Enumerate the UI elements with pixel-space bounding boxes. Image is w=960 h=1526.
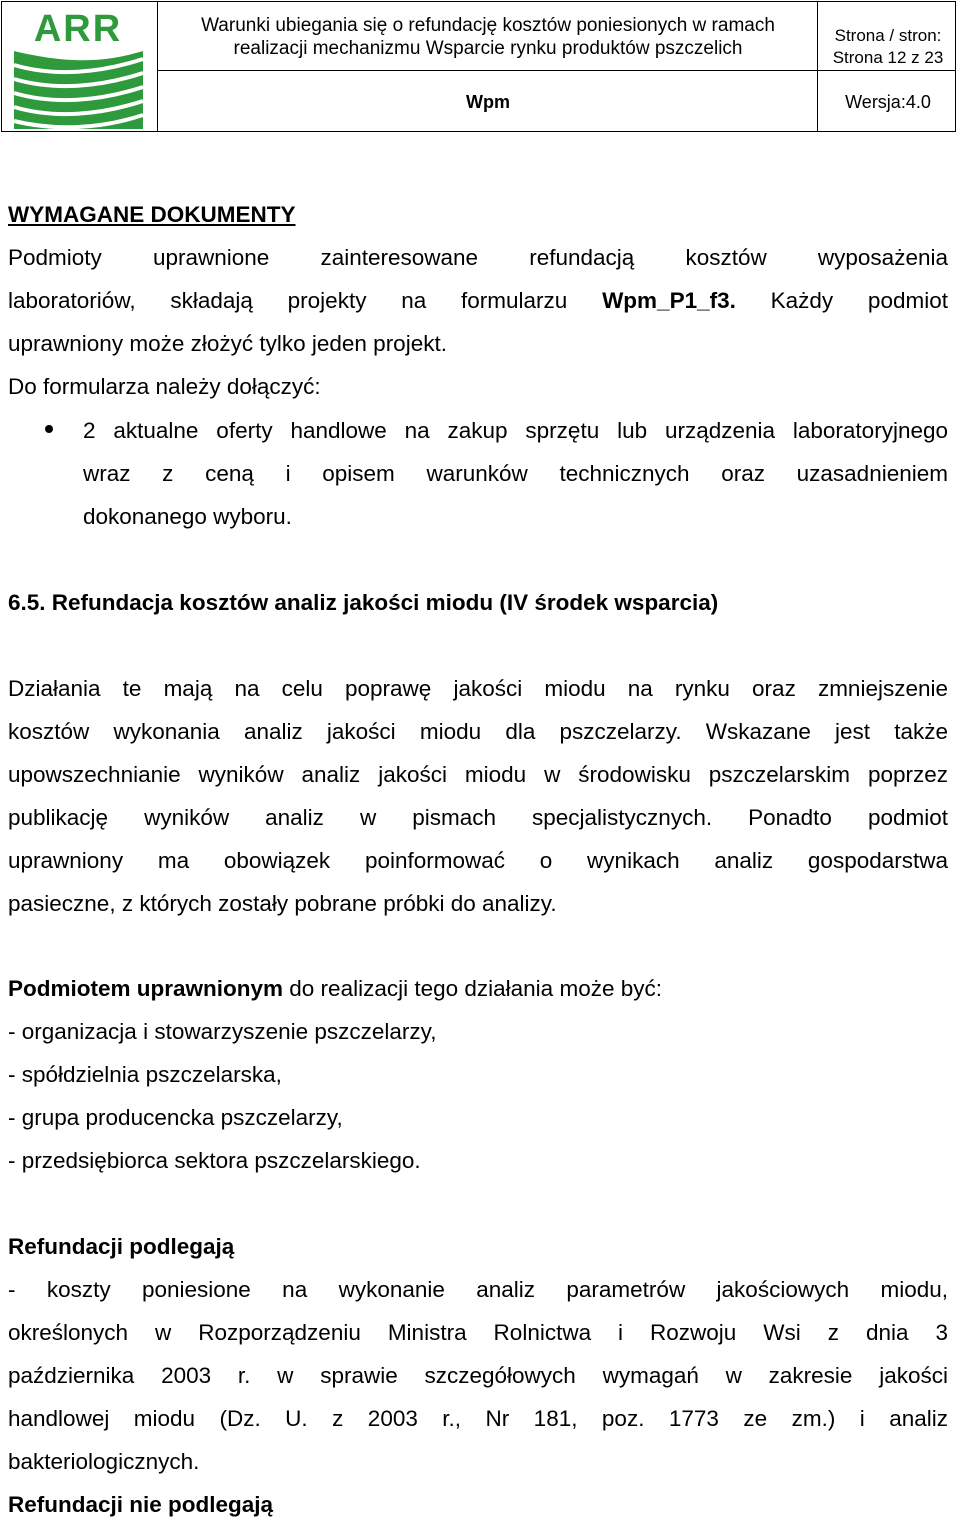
list-item: - organizacja i stowarzyszenie pszczelarzy, bbox=[8, 1019, 437, 1044]
paragraph-line: uprawniony ma obowiązek poinformować o wynikach analiz gospodarstwa bbox=[8, 848, 948, 873]
page-label: Strona / stron: bbox=[834, 26, 942, 45]
list-item-line: wraz z ceną i opisem warunków technicznych oraz uzasadnieniem bbox=[83, 461, 948, 486]
refund-heading: Refundacji podlegają bbox=[8, 1234, 235, 1259]
text-span: do realizacji tego działania może być: bbox=[283, 976, 662, 1001]
list-item-line: 2 aktualne oferty handlowe na zakup sprzętu lub urządzenia laboratoryjnego bbox=[83, 418, 948, 443]
header-doc-code: Wpm bbox=[466, 92, 510, 112]
header-divider bbox=[158, 70, 955, 71]
no-refund-heading: Refundacji nie podlegają bbox=[8, 1492, 274, 1517]
paragraph-line: bakteriologicznych. bbox=[8, 1449, 200, 1474]
header-page-info bbox=[820, 25, 956, 69]
header-divider bbox=[817, 2, 818, 131]
header-title-line: realizacji mechanizmu Wsparcie rynku produktów pszczelich bbox=[233, 38, 743, 59]
paragraph-line: publikację wyników analiz w pismach specjalistycznych. Ponadto podmiot bbox=[8, 805, 948, 830]
paragraph-line: października 2003 r. w sprawie szczegółowych wymagań w zakresie jakości bbox=[8, 1363, 948, 1388]
paragraph-line: pasieczne, z których zostały pobrane próbki do analizy. bbox=[8, 891, 557, 916]
paragraph-line: uprawniony może złożyć tylko jeden projekt. bbox=[8, 331, 447, 356]
paragraph-line: - koszty poniesione na wykonanie analiz parametrów jakościowych miodu, bbox=[8, 1277, 948, 1302]
paragraph-line: Działania te mają na celu poprawę jakości miodu na rynku oraz zmniejszenie bbox=[8, 676, 948, 701]
text-span: Każdy podmiot bbox=[735, 288, 948, 313]
form-code: Wpm_P1_f3. bbox=[602, 288, 736, 313]
bullet-icon bbox=[45, 425, 53, 433]
list-item: - przedsiębiorca sektora pszczelarskiego. bbox=[8, 1148, 421, 1173]
paragraph-line: Podmioty uprawnione zainteresowane refundacją kosztów wyposażenia bbox=[8, 245, 948, 270]
section-heading-documents: WYMAGANE DOKUMENTY bbox=[8, 202, 296, 227]
eligible-intro bbox=[8, 967, 948, 1010]
header-title-line: Warunki ubiegania się o refundację kosztów poniesionych w ramach bbox=[201, 15, 775, 36]
text-span: laboratoriów, składają projekty na formularzu bbox=[8, 288, 603, 313]
list-item: - grupa producencka pszczelarzy, bbox=[8, 1105, 343, 1130]
header-version: Wersja:4.0 bbox=[845, 92, 931, 112]
list-item: - spółdzielnia pszczelarska, bbox=[8, 1062, 282, 1087]
logo-text: ARR bbox=[33, 8, 123, 50]
document-header bbox=[1, 1, 956, 132]
arr-logo bbox=[10, 7, 147, 131]
paragraph-line: handlowej miodu (Dz. U. z 2003 r., Nr 181, poz. 1773 ze zm.) i analiz bbox=[8, 1406, 948, 1431]
paragraph-line: upowszechnianie wyników analiz jakości miodu w środowisku pszczelarskim poprzez bbox=[8, 762, 948, 787]
paragraph-line: Do formularza należy dołączyć: bbox=[8, 374, 321, 399]
page-number: Strona 12 z 23 bbox=[832, 48, 944, 67]
section-heading-6-5: 6.5. Refundacja kosztów analiz jakości miodu (IV środek wsparcia) bbox=[8, 590, 719, 615]
paragraph-line bbox=[8, 279, 948, 322]
header-title bbox=[162, 14, 814, 60]
header-divider bbox=[157, 2, 158, 131]
eligible-bold: Podmiotem uprawnionym bbox=[8, 976, 284, 1001]
paragraph-line: kosztów wykonania analiz jakości miodu dla pszczelarzy. Wskazane jest także bbox=[8, 719, 948, 744]
list-item-line: dokonanego wyboru. bbox=[83, 504, 292, 529]
paragraph-line: określonych w Rozporządzeniu Ministra Rolnictwa i Rozwoju Wsi z dnia 3 bbox=[8, 1320, 948, 1345]
